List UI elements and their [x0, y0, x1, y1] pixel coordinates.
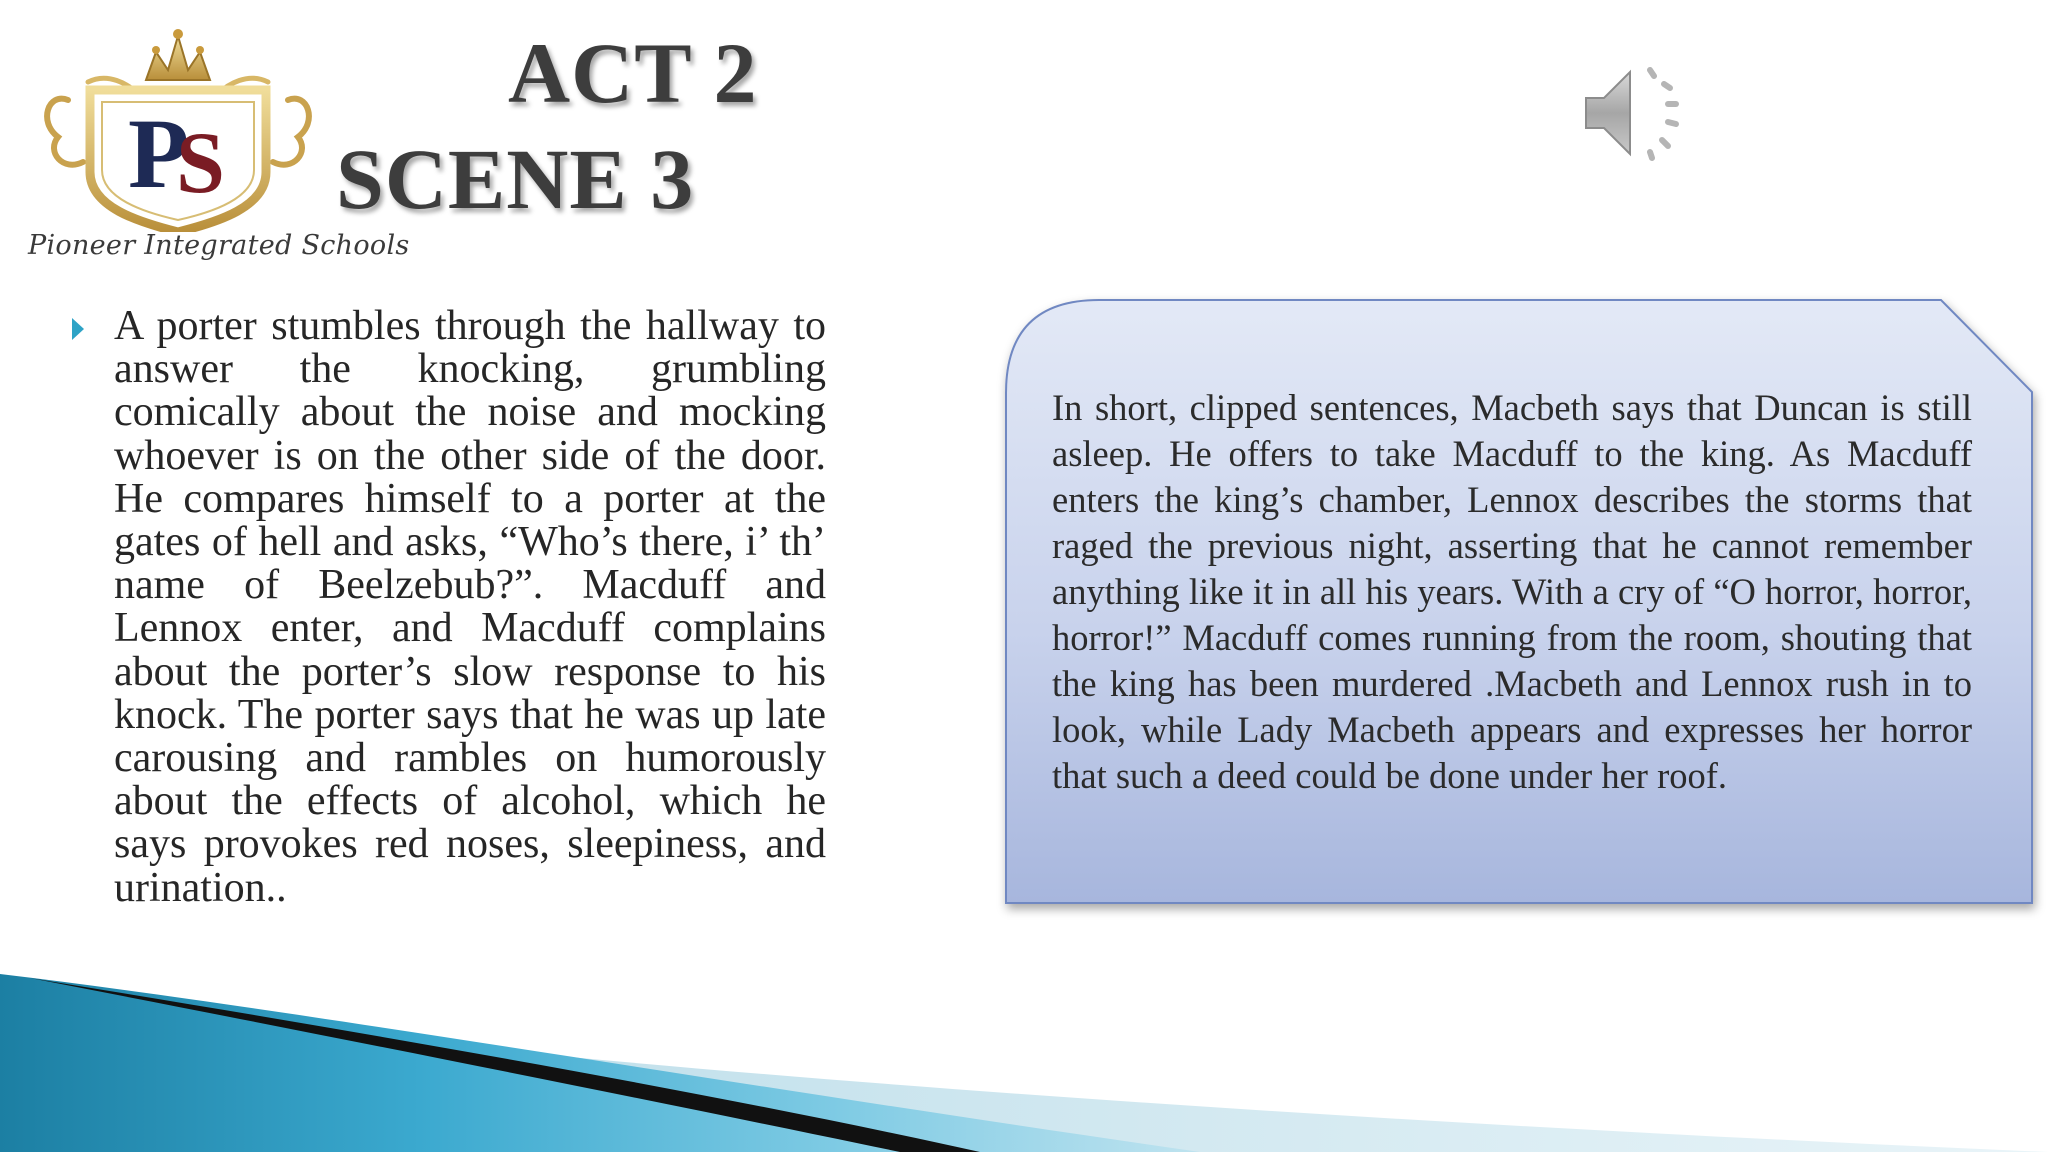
bullet-marker-icon: [72, 318, 84, 340]
slide-title-act: ACT 2: [508, 25, 758, 121]
crown-icon: [146, 29, 210, 80]
slide-title-scene: SCENE 3: [336, 131, 695, 227]
logo-caption: Pioneer Integrated Schools: [28, 230, 410, 261]
school-logo: [28, 22, 410, 277]
callout-box: [1004, 300, 2034, 906]
callout-paragraph: In short, clipped sentences, Macbeth says that Duncan is still asleep. He offers to take Macduff to the king. As Macduff enters the king’s chamber, Lennox describes the storms that raged the previous night, asserting that he cannot remember anything like it in all his years. With a cry of “O horror, horror, horror!” Macduff comes running from the room, shouting that the king has been murdered .Macbeth and Lennox rush in to look, while Lady Macbeth appears and expresses her horror that such a deed could be done under her roof.: [1052, 387, 1972, 796]
monogram-p: P: [128, 98, 190, 209]
monogram-s: S: [176, 115, 225, 212]
speaker-icon: [1580, 62, 1690, 162]
crest-icon: [28, 22, 338, 232]
decorative-swoosh: [0, 960, 2048, 1152]
summary-paragraph: A porter stumbles through the hallway to answer the knocking, grumbling comically about the noise and mocking whoever is on the other side of the door. He compares himself to a porter at the gates of hell and asks, “Who’s there, i’ th’ name of Beelzebub?”. Macduff and Lennox enter, and Macduff complains about the porter’s slow response to his knock. The porter says that he was up late carousing and rambles on humorously about the effects of alcohol, which he says provokes red noses, sleepiness, and urination..: [114, 303, 826, 911]
audio-button[interactable]: [1580, 62, 1690, 162]
